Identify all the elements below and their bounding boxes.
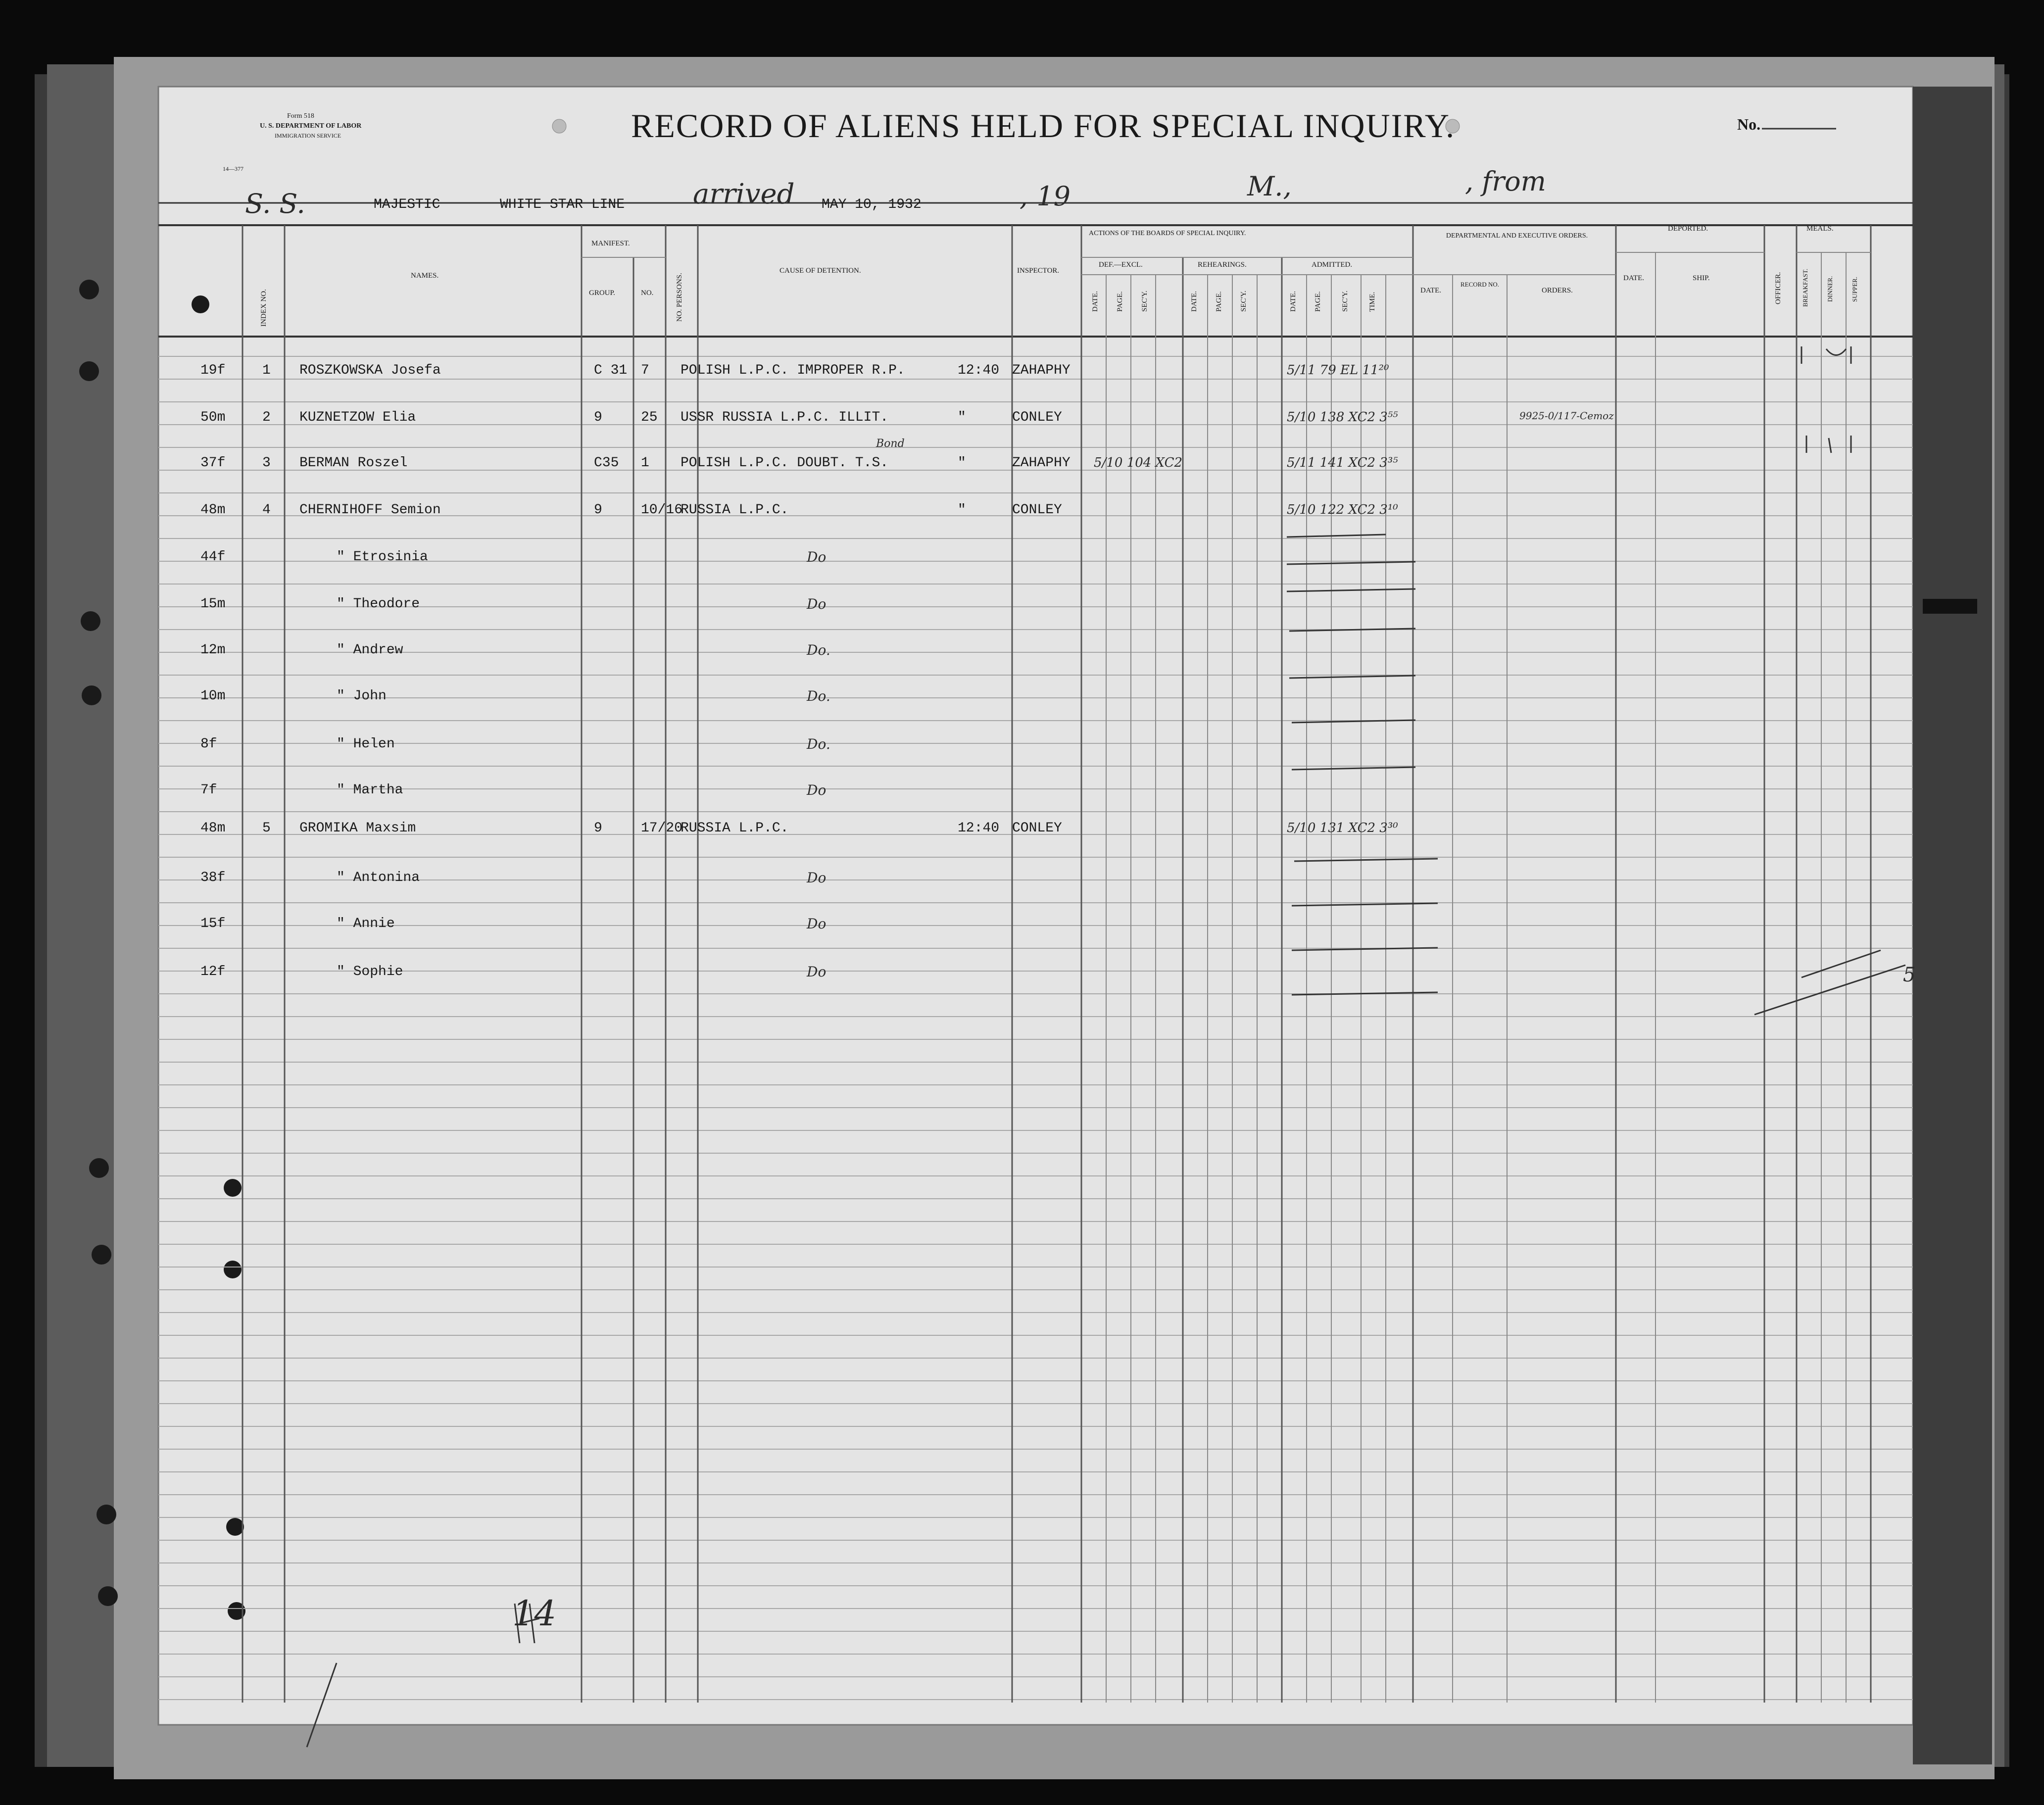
number-label: No. bbox=[1737, 115, 1761, 133]
row-manifest-no: 1 bbox=[641, 455, 649, 471]
col-officer: OFFICER. bbox=[1774, 272, 1782, 304]
arrived-label: arrived bbox=[693, 178, 795, 210]
row-time: 12:40 bbox=[958, 363, 1000, 378]
ss-label: S. S. bbox=[245, 188, 305, 219]
row-inspector: CONLEY bbox=[1012, 821, 1062, 836]
row-name: " John bbox=[337, 688, 387, 704]
col-dep-date: DATE. bbox=[1623, 274, 1645, 282]
row-index: 4 bbox=[262, 502, 271, 518]
row-name: KUZNETZOW Elia bbox=[299, 410, 416, 425]
row-def-excl: 5/10 104 XC2 bbox=[1094, 455, 1183, 470]
col-deported: DEPORTED. bbox=[1668, 225, 1708, 233]
col-manifest: MANIFEST. bbox=[591, 240, 630, 247]
col-departmental: DEPARTMENTAL AND EXECUTIVE ORDERS. bbox=[1446, 232, 1588, 240]
row-name: " Andrew bbox=[337, 642, 403, 658]
meridiem-label: M., bbox=[1247, 171, 1292, 202]
col-rehearings: REHEARINGS. bbox=[1198, 261, 1247, 269]
row-inspector: CONLEY bbox=[1012, 410, 1062, 425]
col-meals: MEALS. bbox=[1806, 225, 1834, 233]
row-cause: POLISH L.P.C. DOUBT. T.S. bbox=[681, 455, 889, 471]
row-group: 9 bbox=[594, 821, 602, 836]
col-actions: ACTIONS OF THE BOARDS OF SPECIAL INQUIRY. bbox=[1089, 230, 1246, 237]
row-age: 7f bbox=[200, 782, 217, 798]
col-def-page: PAGE. bbox=[1116, 291, 1124, 312]
col-no: NO. bbox=[641, 289, 654, 297]
row-orders: 9925-0/117-Cemoz bbox=[1519, 410, 1614, 422]
row-admitted: 5/10 131 XC2 3³⁰ bbox=[1287, 821, 1398, 835]
col-adm-page: PAGE. bbox=[1314, 291, 1322, 312]
row-index: 2 bbox=[262, 410, 271, 425]
row-name: ROSZKOWSKA Josefa bbox=[299, 363, 441, 378]
ship-name: MAJESTIC bbox=[374, 197, 440, 212]
row-time: " bbox=[958, 410, 966, 425]
row-cause: Do bbox=[807, 549, 827, 565]
row-age: 44f bbox=[200, 549, 226, 565]
col-group: GROUP. bbox=[589, 289, 615, 297]
row-name: " Theodore bbox=[337, 596, 420, 612]
row-group: 9 bbox=[594, 410, 602, 425]
row-index: 3 bbox=[262, 455, 271, 471]
row-manifest-no: 10/16 bbox=[641, 502, 683, 518]
row-admitted: 5/10 138 XC2 3⁵⁵ bbox=[1287, 410, 1398, 425]
row-name: BERMAN Roszel bbox=[299, 455, 408, 471]
row-cause: Do. bbox=[807, 642, 830, 658]
row-manifest-no: 17/20 bbox=[641, 821, 683, 836]
number-underline bbox=[1762, 126, 1836, 131]
row-age: 50m bbox=[200, 410, 226, 425]
row-time: " bbox=[958, 455, 966, 471]
col-record-no: RECORD NO. bbox=[1460, 281, 1499, 288]
row-name: " Helen bbox=[337, 736, 395, 752]
row-name: " Sophie bbox=[337, 964, 403, 979]
col-adm-secy: SEC'Y. bbox=[1341, 291, 1349, 312]
row-name: " Annie bbox=[337, 916, 395, 931]
row-age: 8f bbox=[200, 736, 217, 752]
row-name: " Etrosinia bbox=[337, 549, 428, 565]
row-admitted: 5/10 122 XC2 3¹⁰ bbox=[1287, 502, 1398, 517]
row-age: 15m bbox=[200, 596, 226, 612]
year-label: , 19 bbox=[1020, 181, 1071, 212]
col-admitted: ADMITTED. bbox=[1312, 261, 1353, 269]
row-manifest-no: 7 bbox=[641, 363, 649, 378]
row-age: 12f bbox=[200, 964, 226, 979]
col-reh-page: PAGE. bbox=[1215, 291, 1223, 312]
row-age: 10m bbox=[200, 688, 226, 704]
row-time: 12:40 bbox=[958, 821, 1000, 836]
col-dep-ship: SHIP. bbox=[1693, 274, 1710, 282]
row-name: GROMIKA Maxsim bbox=[299, 821, 416, 836]
department-label: U. S. DEPARTMENT OF LABOR bbox=[260, 122, 362, 130]
service-label: IMMIGRATION SERVICE bbox=[275, 132, 341, 139]
row-age: 19f bbox=[200, 363, 226, 378]
row-age: 15f bbox=[200, 916, 226, 931]
col-def-excl: DEF.—EXCL. bbox=[1099, 261, 1143, 269]
col-def-date: DATE. bbox=[1091, 291, 1099, 312]
row-name: " Martha bbox=[337, 782, 403, 798]
col-dept-date: DATE. bbox=[1420, 287, 1442, 294]
row-cause: USSR RUSSIA L.P.C. ILLIT. bbox=[681, 410, 889, 425]
row-name: " Antonina bbox=[337, 870, 420, 885]
col-adm-time: TIME. bbox=[1368, 292, 1376, 312]
row-inspector: CONLEY bbox=[1012, 502, 1062, 518]
meals-total-note: 5 bbox=[1903, 964, 1916, 986]
page-title: RECORD OF ALIENS HELD FOR SPECIAL INQUIRY. bbox=[631, 107, 1456, 145]
col-reh-secy: SEC'Y. bbox=[1240, 291, 1248, 312]
row-admitted: 5/11 79 EL 11²⁰ bbox=[1287, 363, 1389, 378]
row-cause: Do bbox=[807, 964, 827, 980]
form-code: 14—377 bbox=[223, 165, 243, 172]
col-supper: SUPPER. bbox=[1851, 277, 1858, 302]
col-breakfast: BREAKFAST. bbox=[1801, 268, 1809, 307]
bottom-page-note: 14 bbox=[512, 1593, 557, 1634]
row-name: CHERNIHOFF Semion bbox=[299, 502, 441, 518]
row-cause: Do bbox=[807, 596, 827, 612]
col-orders: ORDERS. bbox=[1542, 287, 1573, 294]
row-group: C35 bbox=[594, 455, 619, 471]
col-names: NAMES. bbox=[411, 272, 439, 280]
row-index: 5 bbox=[262, 821, 271, 836]
row-inspector: ZAHAPHY bbox=[1012, 363, 1071, 378]
row-admitted: 5/11 141 XC2 3³⁵ bbox=[1287, 455, 1398, 470]
ship-line: WHITE STAR LINE bbox=[500, 197, 625, 212]
row-cause: POLISH L.P.C. IMPROPER R.P. bbox=[681, 363, 905, 378]
row-time: " bbox=[958, 502, 966, 518]
row-age: 37f bbox=[200, 455, 226, 471]
row-cause: RUSSIA L.P.C. bbox=[681, 502, 789, 518]
col-dinner: DINNER. bbox=[1826, 276, 1834, 302]
row-cause: Do. bbox=[807, 736, 830, 752]
row-age: 48m bbox=[200, 502, 226, 518]
row-group: C 31 bbox=[594, 363, 628, 378]
col-reh-date: DATE. bbox=[1190, 291, 1198, 312]
form-number: Form 518 bbox=[287, 112, 314, 120]
row-cause: Do bbox=[807, 870, 827, 886]
from-label: , from bbox=[1465, 166, 1546, 197]
col-adm-date: DATE. bbox=[1289, 291, 1297, 312]
row-inspector: ZAHAPHY bbox=[1012, 455, 1071, 471]
row-cause: Do. bbox=[807, 688, 830, 704]
col-def-secy: SEC'Y. bbox=[1141, 291, 1149, 312]
row-age: 48m bbox=[200, 821, 226, 836]
row-cause: Do bbox=[807, 782, 827, 798]
row-cause: RUSSIA L.P.C. bbox=[681, 821, 789, 836]
row-age: 12m bbox=[200, 642, 226, 658]
row-cause-note: Bond bbox=[876, 438, 905, 450]
arrival-date: MAY 10, 1932 bbox=[822, 197, 922, 212]
row-manifest-no: 25 bbox=[641, 410, 658, 425]
col-cause: CAUSE OF DETENTION. bbox=[779, 267, 861, 275]
row-cause: Do bbox=[807, 916, 827, 932]
row-index: 1 bbox=[262, 363, 271, 378]
row-group: 9 bbox=[594, 502, 602, 518]
row-age: 38f bbox=[200, 870, 226, 885]
col-inspector: INSPECTOR. bbox=[1017, 267, 1060, 275]
col-no-persons: NO. PERSONS. bbox=[676, 273, 683, 322]
col-index-no: INDEX NO. bbox=[260, 289, 268, 327]
